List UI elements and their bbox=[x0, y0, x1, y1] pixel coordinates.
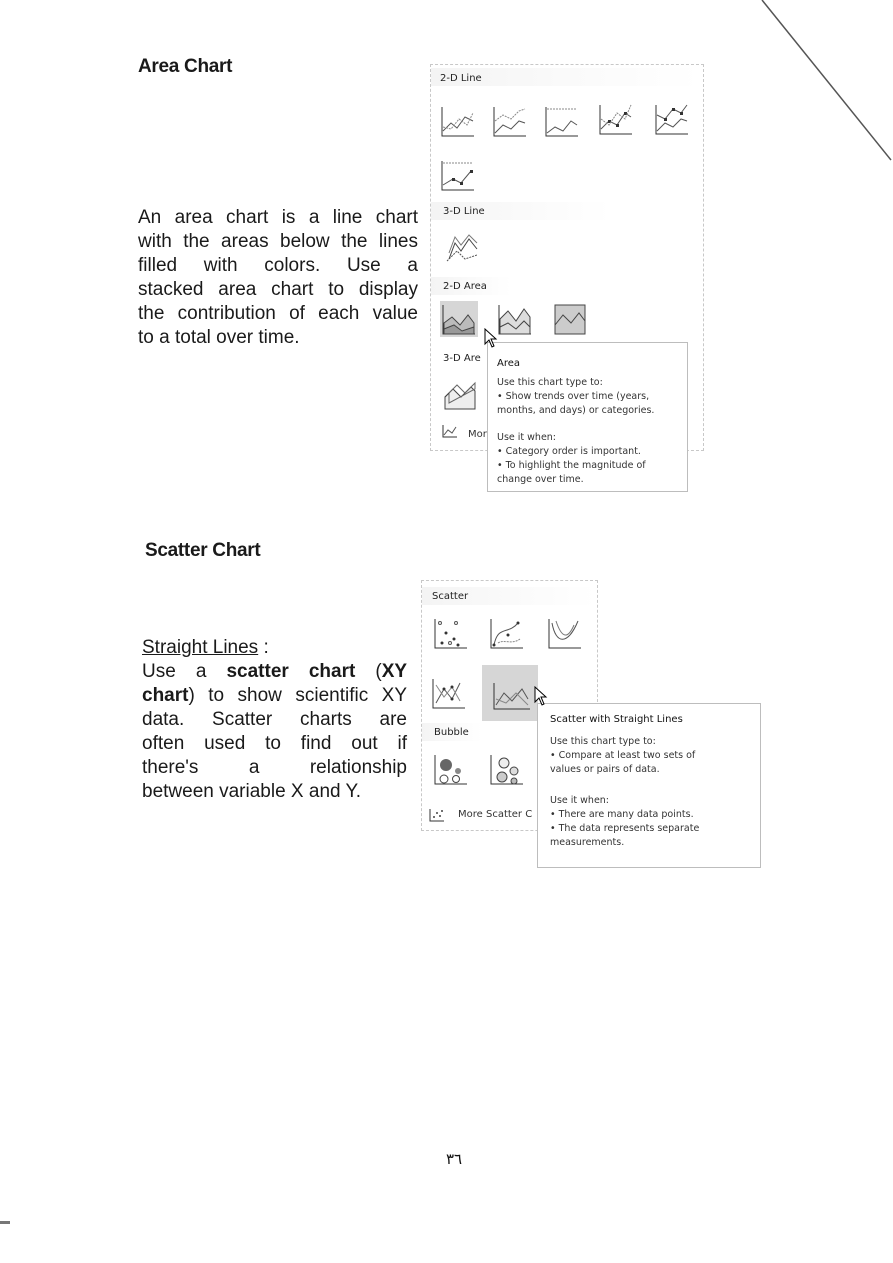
area-chart-thumb[interactable] bbox=[440, 301, 478, 337]
scatter-markers-only-thumb[interactable] bbox=[432, 615, 470, 651]
scatter-straight-lines-markers-thumb[interactable] bbox=[430, 675, 468, 711]
scatter-smooth-lines-markers-thumb[interactable] bbox=[488, 615, 526, 651]
scatter-chart-tooltip bbox=[537, 703, 761, 868]
description-line bbox=[142, 660, 407, 684]
bubble-chart-thumb[interactable] bbox=[432, 751, 470, 787]
scatter-straight-lines-icon bbox=[482, 665, 538, 721]
line-chart-icon bbox=[439, 103, 477, 139]
stacked-line-chart-icon bbox=[491, 103, 529, 139]
tooltip-line: Use this chart type to: bbox=[497, 377, 603, 388]
tooltip-line: Use this chart type to: bbox=[550, 736, 656, 747]
text-fragment: chart bbox=[308, 661, 356, 682]
stacked-area-chart-thumb[interactable] bbox=[496, 301, 534, 337]
stacked-area-chart-icon bbox=[496, 301, 534, 337]
tooltip-line: • To highlight the magnitude of bbox=[497, 460, 646, 471]
tooltip-title: Scatter with Straight Lines bbox=[550, 714, 683, 725]
3d-area-chart-icon bbox=[441, 375, 479, 411]
scatter-smooth-lines-thumb[interactable] bbox=[546, 615, 584, 651]
subheading-line bbox=[142, 636, 407, 660]
3d-line-chart-icon bbox=[443, 229, 481, 265]
description-line: often used to find out if bbox=[142, 733, 407, 754]
more-scatter-charts-icon bbox=[428, 807, 446, 823]
section-label-scatter: Scatter bbox=[432, 591, 469, 602]
tooltip-line: change over time. bbox=[497, 474, 584, 485]
3d-area-chart-thumb[interactable] bbox=[441, 375, 479, 411]
3d-bubble-chart-icon bbox=[488, 751, 526, 787]
section-label-3d-area: 3-D Are bbox=[443, 353, 481, 364]
line-with-markers-thumb[interactable] bbox=[597, 101, 635, 137]
line-chart-thumb[interactable] bbox=[439, 103, 477, 139]
tooltip-line: Use it when: bbox=[550, 795, 610, 806]
tooltip-line: • Compare at least two sets of bbox=[550, 750, 696, 761]
text-fragment: ( bbox=[375, 661, 382, 682]
more-area-charts-icon bbox=[441, 423, 459, 439]
area-chart-tooltip bbox=[487, 342, 688, 492]
page-number: ٣٦ bbox=[446, 1150, 463, 1168]
area-chart-description bbox=[138, 206, 418, 350]
scatter-straight-markers-icon bbox=[430, 675, 468, 711]
tooltip-line: • Show trends over time (years, bbox=[497, 391, 650, 402]
description-line: there's a relationship bbox=[142, 757, 407, 778]
scatter-chart-description bbox=[142, 636, 407, 804]
straight-lines-subheading: Straight Lines bbox=[142, 637, 259, 658]
description-line: data. Scatter charts are bbox=[142, 709, 407, 730]
description-line: the contribution of each value bbox=[138, 303, 418, 324]
scan-mark bbox=[0, 1221, 10, 1224]
area-chart-heading: Area Chart bbox=[138, 56, 233, 77]
scatter-smooth-lines-icon bbox=[546, 615, 584, 651]
scatter-smooth-markers-icon bbox=[488, 615, 526, 651]
text-fragment: chart bbox=[142, 685, 189, 706]
100-stacked-area-chart-icon bbox=[551, 301, 589, 337]
scatter-straight-lines-thumb[interactable] bbox=[482, 665, 538, 721]
description-line: filled with colors. Use a bbox=[138, 255, 418, 276]
100-stacked-line-with-markers-thumb[interactable] bbox=[439, 157, 477, 193]
section-label-bubble: Bubble bbox=[434, 727, 469, 738]
mouse-cursor-icon bbox=[534, 686, 548, 706]
stacked-line-chart-thumb[interactable] bbox=[491, 103, 529, 139]
text-fragment: XY bbox=[381, 661, 408, 682]
text-fragment: ) to show scientific XY bbox=[188, 685, 407, 706]
tooltip-title: Area bbox=[497, 358, 521, 369]
description-line: An area chart is a line chart bbox=[138, 207, 418, 228]
scatter-markers-icon bbox=[432, 615, 470, 651]
description-line: stacked area chart to display bbox=[138, 279, 418, 300]
3d-bubble-chart-thumb[interactable] bbox=[488, 751, 526, 787]
tooltip-line: values or pairs of data. bbox=[550, 764, 660, 775]
text-fragment: a bbox=[195, 661, 207, 682]
tooltip-line: • The data represents separate bbox=[550, 823, 700, 834]
stacked-line-with-markers-thumb[interactable] bbox=[653, 101, 691, 137]
3d-line-chart-thumb[interactable] bbox=[443, 229, 481, 265]
text-fragment: scatter bbox=[226, 661, 289, 682]
mouse-cursor-icon bbox=[484, 328, 498, 348]
scan-edge-line bbox=[760, 0, 893, 170]
description-line bbox=[142, 684, 407, 708]
100-stacked-line-with-markers-icon bbox=[439, 157, 477, 193]
subheading-colon: : bbox=[258, 637, 269, 658]
text-fragment: Use bbox=[142, 661, 176, 682]
area-chart-icon bbox=[440, 301, 478, 337]
more-scatter-charts-link[interactable]: More Scatter C bbox=[458, 809, 533, 820]
bubble-chart-icon bbox=[432, 751, 470, 787]
100-stacked-line-chart-icon bbox=[543, 103, 581, 139]
section-label-2d-area: 2-D Area bbox=[443, 281, 487, 292]
section-label-2d-line: 2-D Line bbox=[440, 73, 482, 84]
description-line: with the areas below the lines bbox=[138, 231, 418, 252]
stacked-line-with-markers-icon bbox=[653, 101, 691, 137]
line-with-markers-icon bbox=[597, 101, 635, 137]
100-stacked-line-chart-thumb[interactable] bbox=[543, 103, 581, 139]
description-line: between variable X and Y. bbox=[142, 781, 362, 802]
tooltip-line: • Category order is important. bbox=[497, 446, 641, 457]
tooltip-line: Use it when: bbox=[497, 432, 557, 443]
section-label-3d-line: 3-D Line bbox=[443, 206, 485, 217]
more-area-charts-link[interactable]: Mor bbox=[468, 429, 487, 440]
100-stacked-area-chart-thumb[interactable] bbox=[551, 301, 589, 337]
tooltip-line: months, and days) or categories. bbox=[497, 405, 655, 416]
scatter-chart-heading: Scatter Chart bbox=[145, 540, 261, 561]
tooltip-line: measurements. bbox=[550, 837, 625, 848]
tooltip-line: • There are many data points. bbox=[550, 809, 694, 820]
description-line: to a total over time. bbox=[138, 327, 300, 348]
